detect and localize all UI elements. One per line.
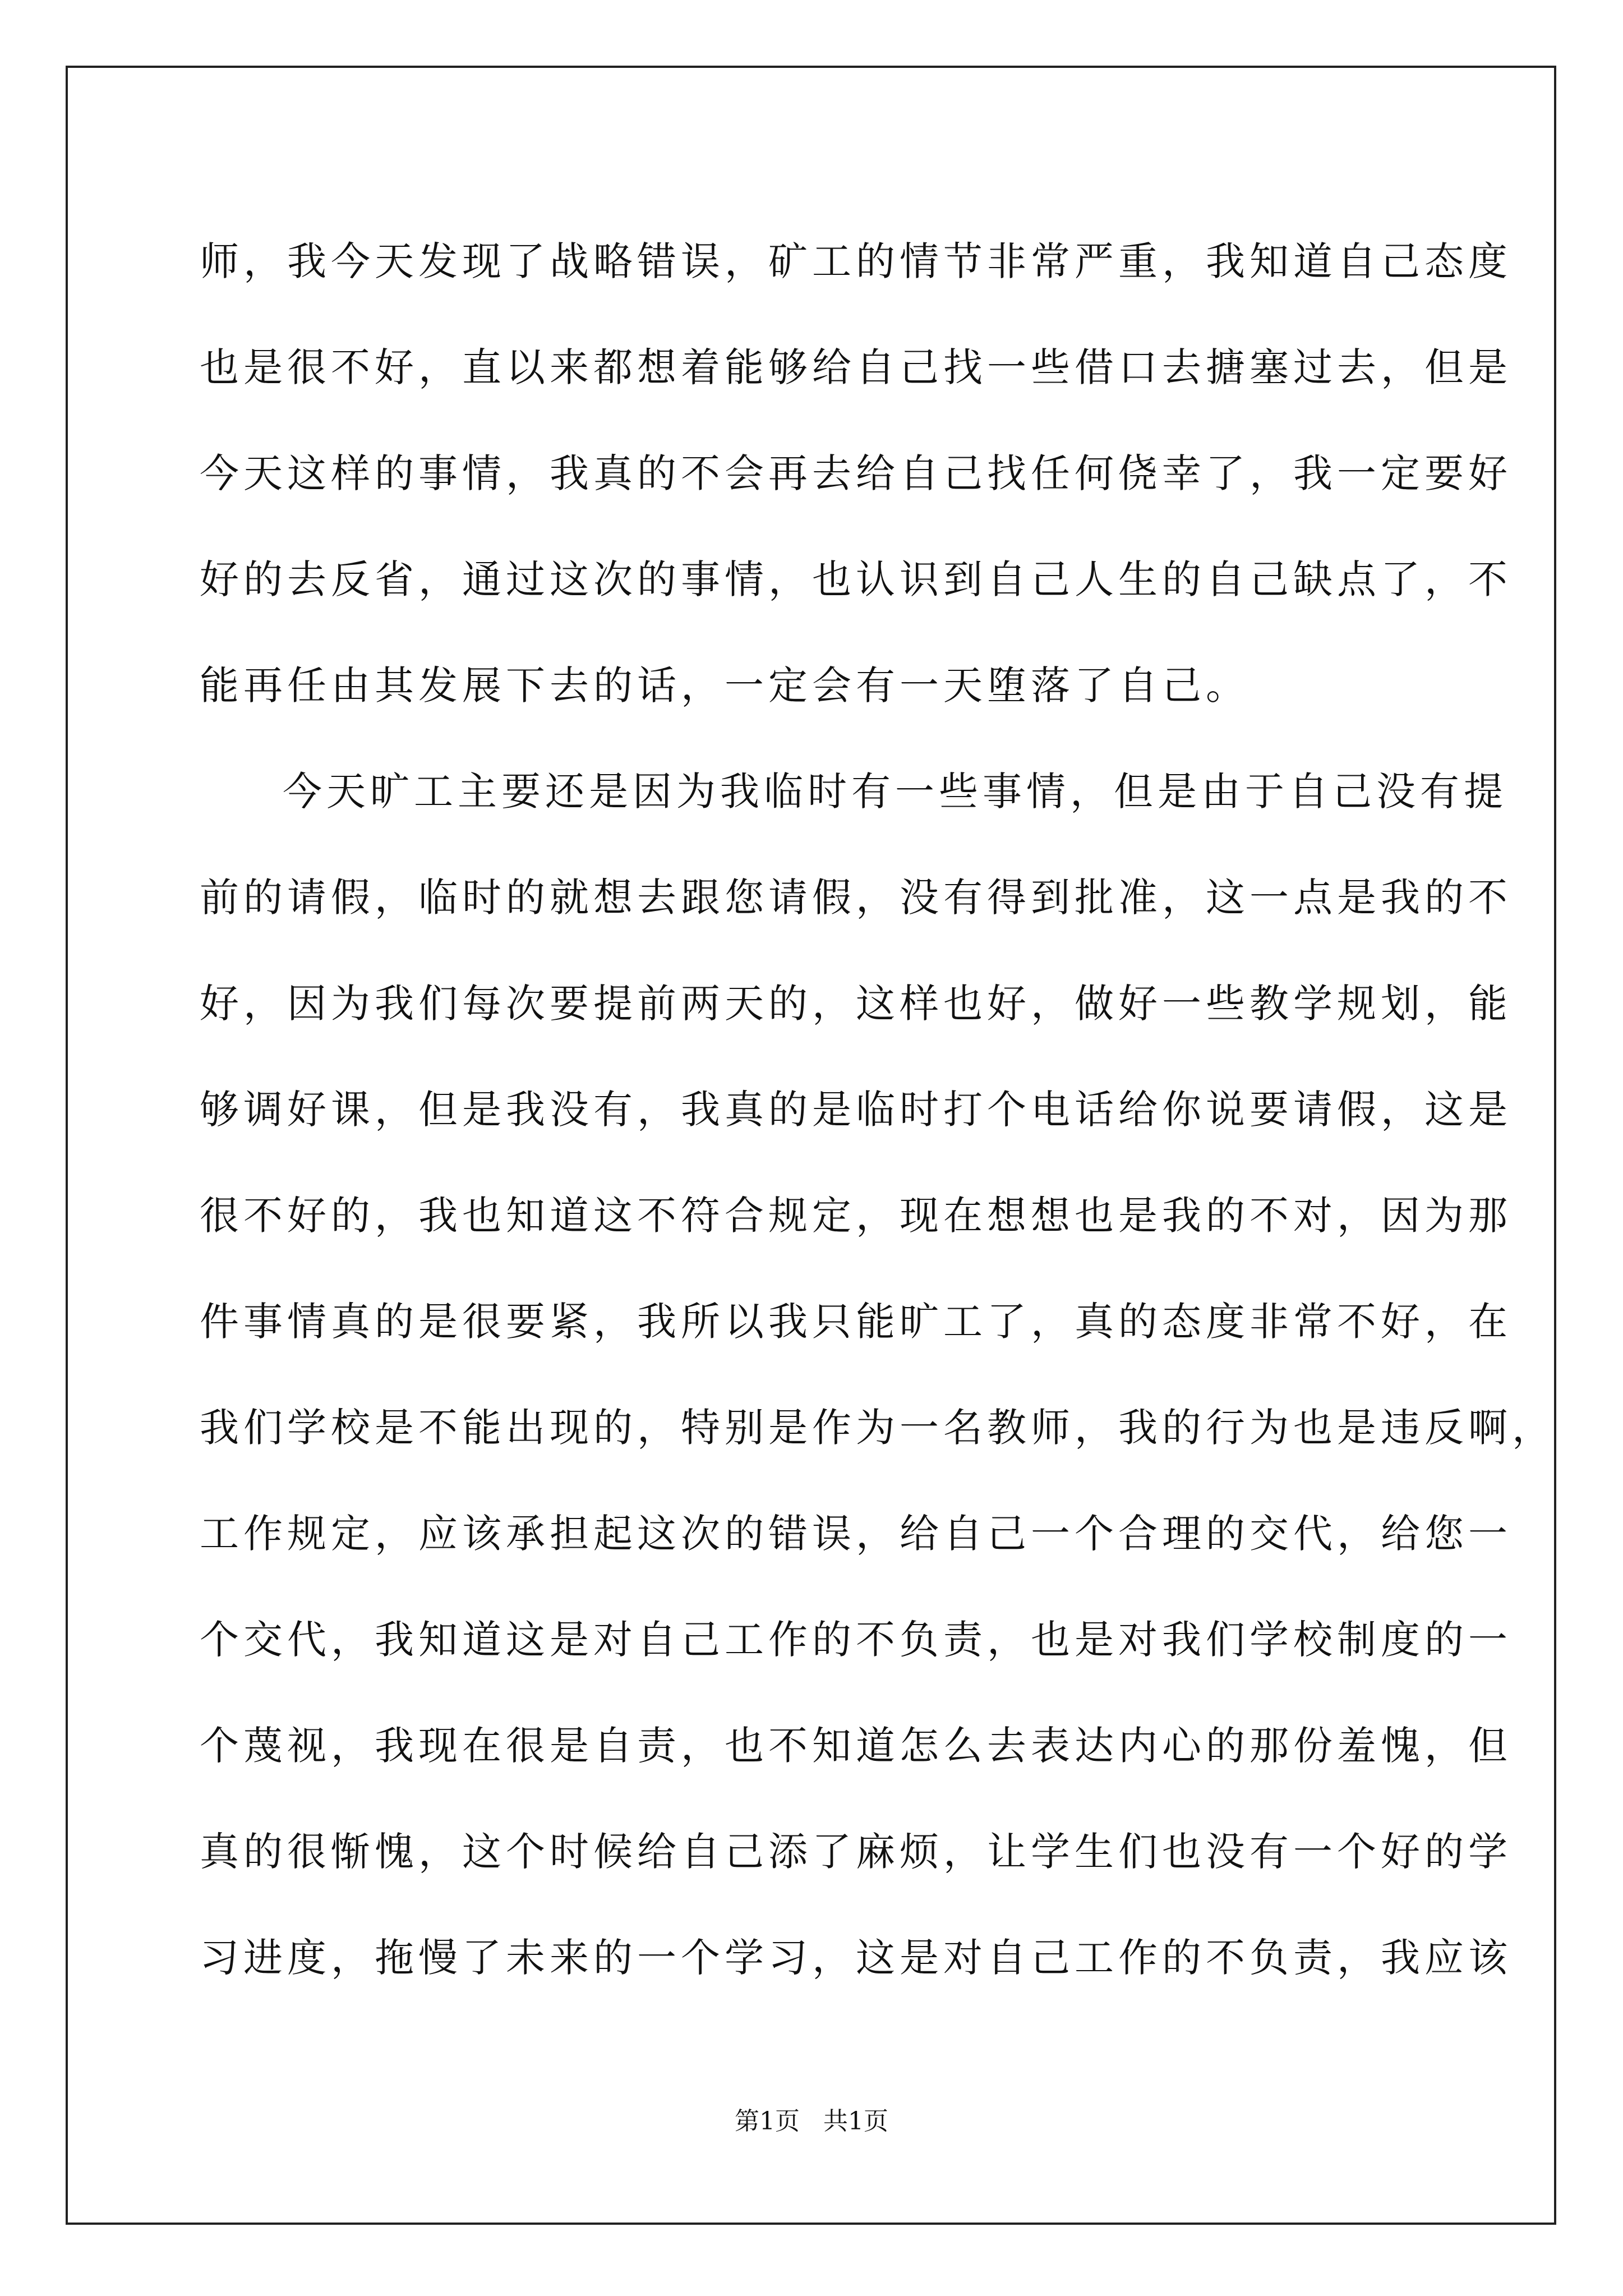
document-body (200, 209, 1556, 2011)
text-line: 好，因为我们每次要提前两天的，这样也好，做好一些教学规划，能 (200, 981, 1512, 1027)
text-line: 也是很不好，直以来都想着能够给自己找一些借口去搪塞过去，但是 (200, 344, 1512, 390)
text-line: 真的很惭愧，这个时候给自己添了麻烦，让学生们也没有一个好的学 (200, 1829, 1512, 1875)
text-line: 好的去反省，通过这次的事情，也认识到自己人生的自己缺点了，不 (200, 556, 1512, 602)
text-line: 今天旷工主要还是因为我临时有一些事情，但是由于自己没有提 (283, 769, 1507, 815)
text-line: 个蔑视，我现在很是自责，也不知道怎么去表达内心的那份羞愧，但 (200, 1723, 1512, 1769)
text-line: 我们学校是不能出现的，特别是作为一名教师，我的行为也是违反啊， (200, 1405, 1556, 1451)
text-line: 件事情真的是很要紧，我所以我只能旷工了，真的态度非常不好，在 (200, 1299, 1512, 1345)
text-line: 工作规定，应该承担起这次的错误，给自己一个合理的交代，给您一 (200, 1511, 1512, 1557)
text-line: 师，我今天发现了战略错误，矿工的情节非常严重，我知道自己态度 (200, 238, 1512, 284)
text-line: 个交代，我知道这是对自己工作的不负责，也是对我们学校制度的一 (200, 1617, 1512, 1663)
page-footer: 第1页 共1页 (735, 2107, 888, 2136)
text-line: 今天这样的事情，我真的不会再去给自己找任何侥幸了，我一定要好 (200, 450, 1512, 496)
text-line: 很不好的，我也知道这不符合规定，现在想想也是我的不对，因为那 (200, 1193, 1512, 1239)
text-line: 够调好课，但是我没有，我真的是临时打个电话给你说要请假，这是 (200, 1087, 1512, 1133)
text-line: 习进度，拖慢了未来的一个学习，这是对自己工作的不负责，我应该 (200, 1935, 1512, 1981)
text-line: 能再任由其发展下去的话，一定会有一天堕落了自己。 (200, 662, 1249, 708)
text-line: 前的请假，临时的就想去跟您请假，没有得到批准，这一点是我的不 (200, 875, 1512, 921)
